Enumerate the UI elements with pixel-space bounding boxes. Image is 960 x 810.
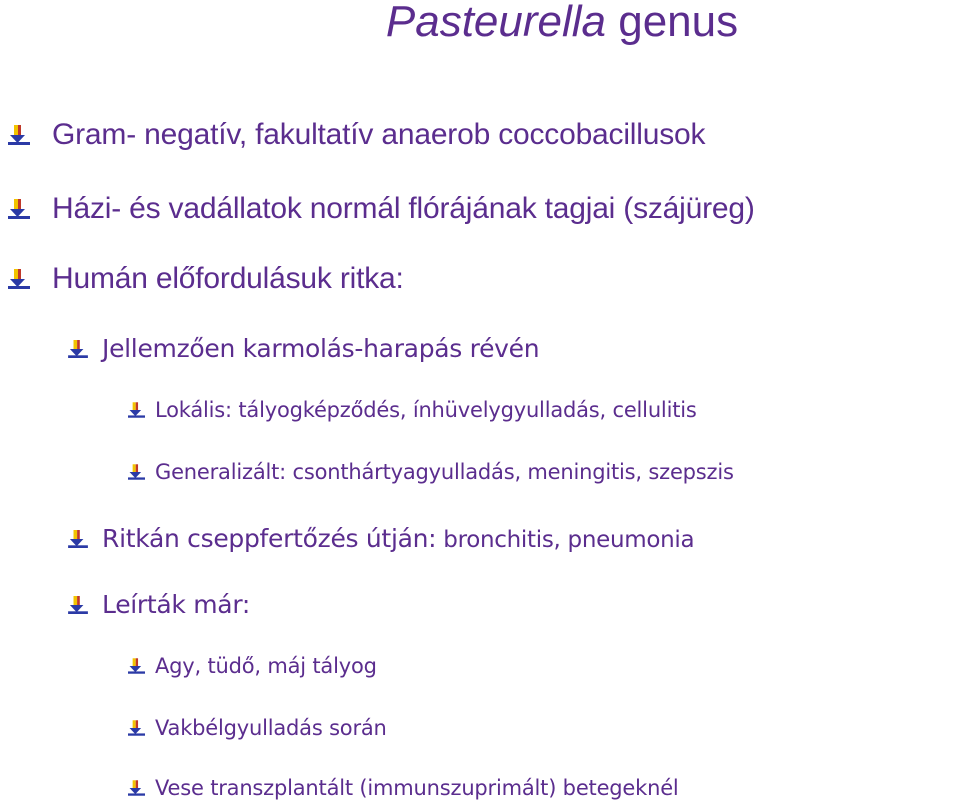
- bullet-text: Házi- és vadállatok normál flórájának tagjai (szájüreg): [52, 192, 755, 225]
- bullet-text: Jellemzően karmolás-harapás révén: [102, 334, 540, 363]
- bullet-text: Humán előfordulásuk ritka:: [52, 262, 404, 295]
- arrow-down-bullet-icon: [128, 780, 145, 796]
- arrow-down-bullet-icon: [128, 720, 145, 736]
- arrow-down-bullet-icon: [8, 199, 30, 219]
- slide-title: [0, 0, 960, 50]
- bullet-item: [8, 118, 705, 152]
- bullet-text: Vese transzplantált (immunszuprimált) betegeknél: [155, 776, 679, 800]
- bullet-item: [128, 716, 387, 740]
- arrow-down-bullet-icon: [128, 658, 145, 674]
- bullet-text-small: bronchitis, pneumonia: [436, 527, 695, 553]
- bullet-text: Vakbélgyulladás során: [155, 716, 387, 740]
- arrow-down-bullet-icon: [68, 530, 88, 548]
- bullet-item: [128, 776, 679, 800]
- title-rest: genus: [606, 0, 739, 46]
- arrow-down-bullet-icon: [68, 596, 88, 614]
- bullet-item: [68, 524, 694, 553]
- bullet-text: Generalizált: csonthártyagyulladás, meningitis, szepszis: [155, 460, 734, 484]
- bullet-item: [68, 590, 250, 619]
- bullet-item: [8, 192, 755, 226]
- bullet-item: [68, 334, 539, 363]
- arrow-down-bullet-icon: [128, 402, 145, 418]
- bullet-item: [8, 262, 404, 296]
- bullet-item: [128, 654, 377, 678]
- title-italic: Pasteurella: [385, 0, 607, 46]
- bullet-text: Lokális: tályogképződés, ínhüvelygyulladás, cellulitis: [155, 398, 697, 422]
- bullet-text-main: Ritkán cseppfertőzés útján:: [102, 524, 437, 553]
- arrow-down-bullet-icon: [8, 269, 30, 289]
- bullet-text: Agy, tüdő, máj tályog: [155, 654, 377, 678]
- arrow-down-bullet-icon: [128, 464, 145, 480]
- bullet-text: Leírták már:: [102, 590, 250, 619]
- arrow-down-bullet-icon: [8, 125, 30, 145]
- bullet-text: Gram- negatív, fakultatív anaerob coccobacillusok: [52, 118, 706, 151]
- bullet-item: [128, 460, 734, 484]
- bullet-item: [128, 398, 697, 422]
- arrow-down-bullet-icon: [68, 340, 88, 358]
